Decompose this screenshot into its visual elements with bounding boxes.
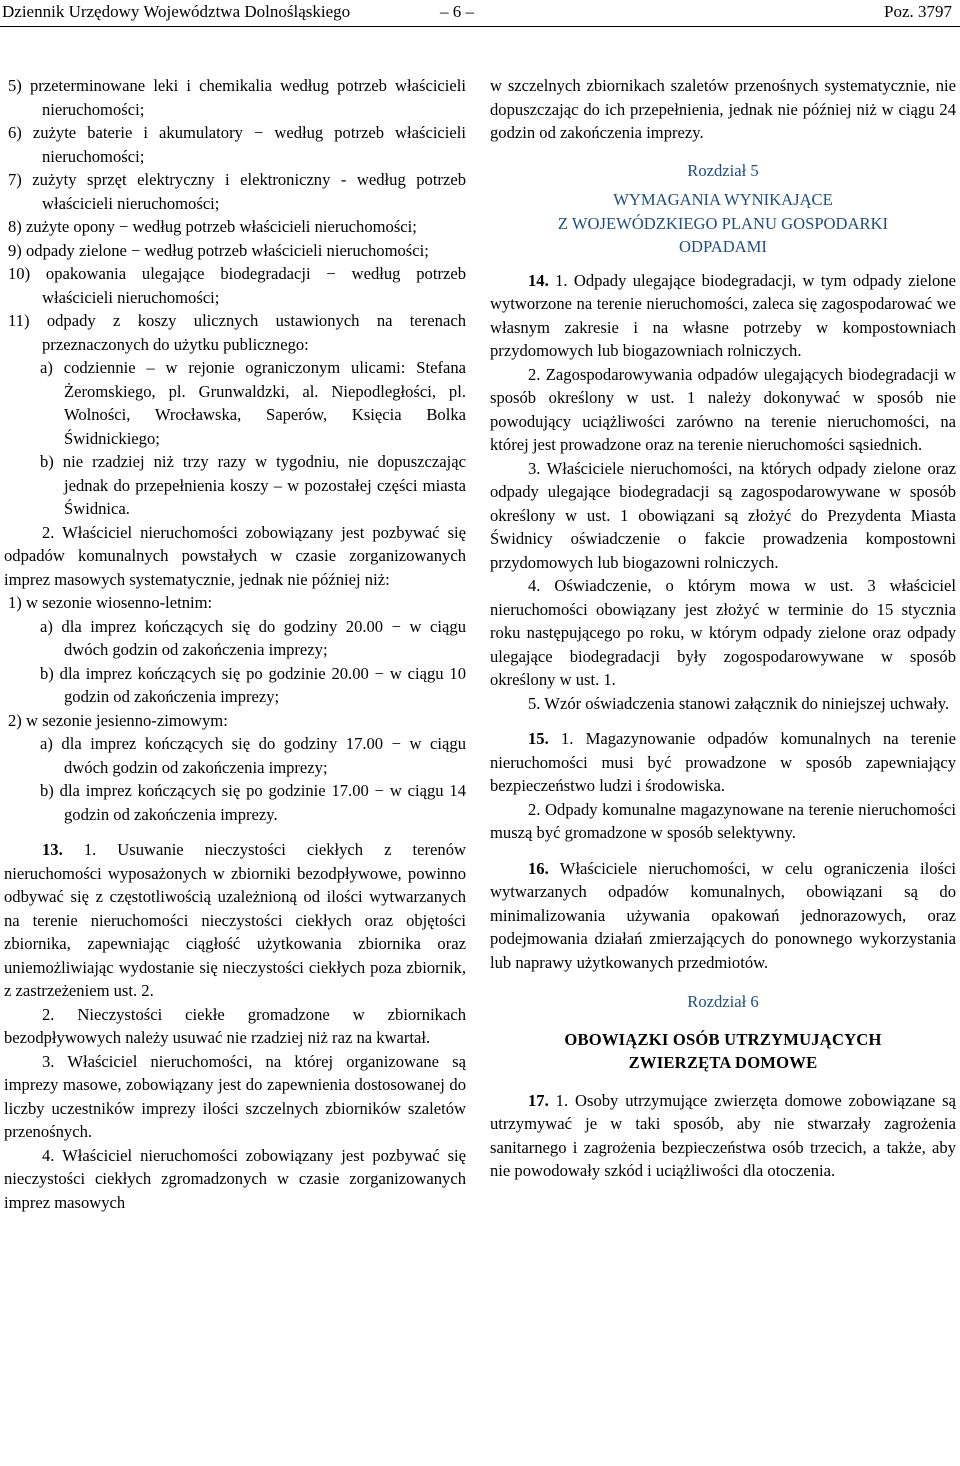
right-column <box>490 74 956 1183</box>
section-number: 15. <box>528 729 549 748</box>
left-column <box>4 74 466 1214</box>
list-item: 6) zużyte baterie i akumulatory − według potrzeb właścicieli nieruchomości; <box>8 123 466 166</box>
sub-item: b) nie rzadziej niż trzy razy w tygodniu, nie dopuszczając jednak do przepełnienia koszy – w pozostałej części miasta Świdnica. <box>40 452 466 518</box>
chapter-title: ZWIERZĘTA DOMOWE <box>628 1053 818 1072</box>
chapter-title: OBOWIĄZKI OSÓB UTRZYMUJĄCYCH <box>564 1029 882 1049</box>
paragraph: w szczelnych zbiornikach szaletów przenośnych systematycznie, nie dopuszczając do ich przepełnienia, jednak nie później niż w ciągu 24 godzin od zakończenia imprezy. <box>490 76 956 142</box>
list-item: 7) zużyty sprzęt elektryczny i elektroniczny - według potrzeb właścicieli nieruchomości; <box>8 170 466 213</box>
chapter-label: Rozdział 5 <box>687 160 759 180</box>
section-17-paragraph-1: 17. 1. Osoby utrzymujące zwierzęta domowe zobowiązane są utrzymywać je w taki sposób, aby nie stwarzały zagrożenia sanitarnego i zagrożenia bezpieczeństwa osób trzecich, a także, aby nie powodowały szkód i uciążliwości dla otoczenia. <box>490 1090 956 1180</box>
list-item: 8) zużyte opony − według potrzeb właścicieli nieruchomości; <box>8 217 417 236</box>
list-item: 10) opakowania ulegające biodegradacji − według potrzeb właścicieli nieruchomości; <box>8 264 466 307</box>
paragraph: 2. Odpady komunalne magazynowane na terenie nieruchomości muszą być gromadzone w sposób selektywny. <box>490 799 956 842</box>
paragraph: 4. Oświadczenie, o którym mowa w ust. 3 właściciel nieruchomości obowiązany jest złożyć w terminie do 15 stycznia roku następującego po roku, w którym odpady zielone oraz odpady ulegające biodegradacji były zogospodarowywane w sposób określony w ust. 1. <box>490 576 956 689</box>
section-13-paragraph-1: 13. 1. Usuwanie nieczystości ciekłych z terenów nieruchomości wyposażonych w zbiorniki bezodpływowe, powinno odbywać się z częstotliwością uzależnioną od ilości wytwarzanych na terenie nieruchomości nieczystości ciekłych oraz objętości zbiornika, zapewniając ciągłość użytkowania zbiornika oraz uniemożliwiając wydostanie się nieczystości ciekłych poza zbiornik, z zastrzeżeniem ust. 2. <box>4 840 466 1000</box>
sub-item: b) dla imprez kończących się po godzinie 17.00 − w ciągu 14 godzin od zakończenia imprezy. <box>40 781 466 824</box>
section-number: 17. <box>528 1090 549 1110</box>
page-number: – 6 – <box>440 2 474 21</box>
header-rule <box>0 26 960 27</box>
section-15-paragraph-1: 15. 1. Magazynowanie odpadów komunalnych na terenie nieruchomości musi być prowadzone w sposób zapewniający bezpieczeństwo ludzi i środowiska. <box>490 729 956 795</box>
sub-item: a) codziennie – w rejonie ograniczonym ulicami: Stefana Żeromskiego, pl. Grunwaldzki, al. Niepodległości, pl. Wolności, Wrocławska, Saperów, Księcia Bolka Świdnickiego; <box>40 358 466 448</box>
section-number: 14. <box>528 270 549 290</box>
list-item: 1) w sezonie wiosenno-letnim: <box>8 593 213 612</box>
chapter-title: WYMAGANIA WYNIKAJĄCE <box>613 190 833 209</box>
paragraph: 2. Zagospodarowywania odpadów ulegających biodegradacji w sposób określony w ust. 1 należy dokonywać w sposób nie powodujący uciążliwości zarówno na terenie nieruchomości, na której jest prowadzone oraz na terenie nieruchomości sąsiednich. <box>490 364 956 454</box>
paragraph: 5. Wzór oświadczenia stanowi załącznik do niniejszej uchwały. <box>528 693 950 713</box>
sub-item: a) dla imprez kończących się do godziny 20.00 − w ciągu dwóch godzin od zakończenia imprezy; <box>40 616 466 659</box>
position-number: Poz. 3797 <box>884 2 952 21</box>
sub-item: b) dla imprez kończących się po godzinie 20.00 − w ciągu 10 godzin od zakończenia imprezy; <box>40 663 466 706</box>
chapter-label: Rozdział 6 <box>687 992 759 1011</box>
paragraph: 2. Właściciel nieruchomości zobowiązany jest pozbywać się odpadów komunalnych powstałych w czasie zorganizowanych imprez masowych systematycznie, jednak nie później niż: <box>4 522 466 589</box>
paragraph: 3. Właściciele nieruchomości, na których odpady zielone oraz odpady ulegające biodegradacji są zagospodarowywane w sposób określony w ust. 1 obowiązani są złożyć do Prezydenta Miasta Świdnicy oświadczenie o fakcie prowadzenia kompostowni przydomowych lub biogazowni rolniczych. <box>490 458 956 572</box>
list-item: 5) przeterminowane leki i chemikalia według potrzeb właścicieli nieruchomości; <box>8 76 466 119</box>
paragraph: 3. Właściciel nieruchomości, na której organizowane są imprezy masowe, zobowiązany jest do zapewnienia dostosowanej do liczby uczestników imprezy ilości szczelnych zbiorników szaletów przenośnych. <box>4 1051 466 1141</box>
section-number: 16. <box>528 858 549 878</box>
page-header <box>0 0 960 26</box>
journal-title: Dziennik Urzędowy Województwa Dolnośląskiego <box>2 2 351 21</box>
section-16-paragraph: 16. Właściciele nieruchomości, w celu ograniczenia ilości wytwarzanych odpadów komunalnych, obowiązani są do minimalizowania używania opakowań jednorazowych, oraz podejmowania działań zmierzających do ponownego wykorzystania lub naprawy użytkowanych przedmiotów. <box>490 858 956 972</box>
list-item: 9) odpady zielone − według potrzeb właścicieli nieruchomości; <box>8 240 429 260</box>
section-number: 13. <box>42 840 63 859</box>
sub-item: a) dla imprez kończących się do godziny 17.00 − w ciągu dwóch godzin od zakończenia imprezy; <box>40 734 466 777</box>
list-item: 11) odpady z koszy ulicznych ustawionych na terenach przeznaczonych do użytku publicznego: <box>8 311 466 354</box>
chapter-title: ODPADAMI <box>679 237 767 256</box>
list-item: 2) w sezonie jesienno-zimowym: <box>8 710 228 730</box>
paragraph: 2. Nieczystości ciekłe gromadzone w zbiornikach bezodpływowych należy usuwać nie rzadziej niż raz na kwartał. <box>4 1004 466 1047</box>
paragraph: 4. Właściciel nieruchomości zobowiązany jest pozbywać się nieczystości ciekłych zgromadzonych w czasie zorganizowanych imprez masowych <box>4 1145 466 1212</box>
section-14-paragraph-1: 14. 1. Odpady ulegające biodegradacji, w tym odpady zielone wytworzone na terenie nieruchomości, zaleca się zagospodarować we własnym zakresie i na własne potrzeby w kompostowniach przydomowych lub biogazowniach rolniczych. <box>490 270 956 360</box>
chapter-title: Z WOJEWÓDZKIEGO PLANU GOSPODARKI <box>557 213 889 233</box>
